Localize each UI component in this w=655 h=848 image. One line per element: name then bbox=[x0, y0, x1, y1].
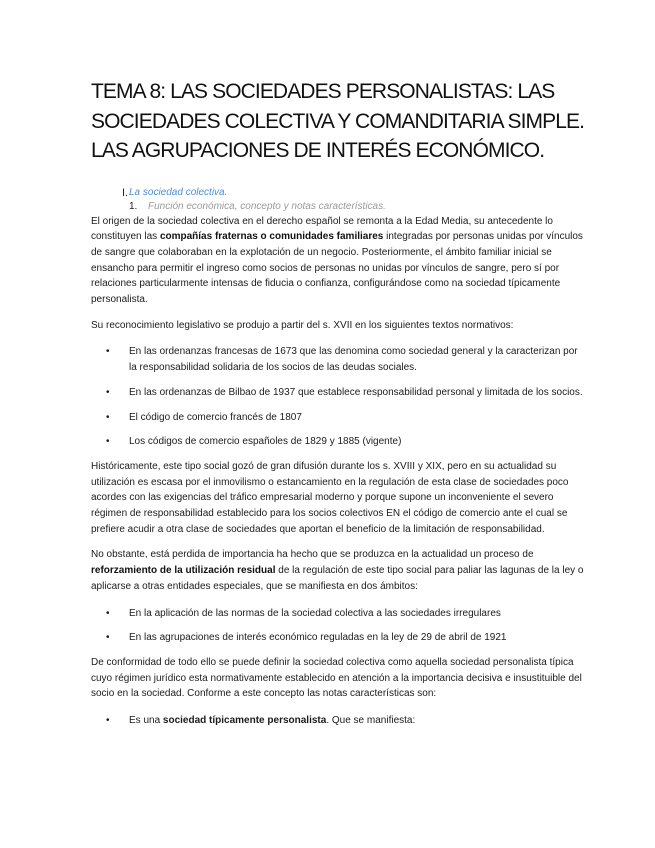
section-number: I. bbox=[122, 186, 129, 199]
paragraph-history: Históricamente, este tipo social gozó de gran difusión durante los s. XVIII y XIX, pero en su actualidad su utilización es escasa por el inmovilismo o estancamiento en la regulación de esta clase de sociedades poco acordes con las exigencias del tráfico empresarial moderno y porque supone un inconveniente el severo régimen de responsabilidad establecido para los socios colectivos EN el código de comercio ante el cual se prefiere acudir a otra clase de sociedades que aportan el beneficio de la limitación de responsabilidad. bbox=[91, 460, 569, 535]
list-item: • El código de comercio francés de 1807 bbox=[91, 410, 587, 426]
bullet-icon: • bbox=[106, 386, 110, 398]
paragraph-text: integradas por personas unidas por vínculos de sangre que colaboraban en la explotación de un negocio. Posteriormente, el ámbito familiar inicial se ensancho para permitir el ingreso como socios de personas no unidas por vínculos de sangre, pero sí por relaciones particularmente intensas de fiducia o confianza, configurándose como na sociedad típicamente personalista. bbox=[91, 231, 583, 306]
paragraph-origin bbox=[91, 214, 587, 308]
subsection-title: Función económica, concepto y notas características. bbox=[148, 200, 386, 212]
list-item: • Los códigos de comercio españoles de 1829 y 1885 (vigente) bbox=[91, 434, 587, 450]
list-item: • En la aplicación de las normas de la sociedad colectiva a las sociedades irregulares bbox=[91, 606, 587, 622]
legislation-list bbox=[91, 344, 587, 450]
bullet-icon: • bbox=[106, 607, 110, 619]
section-heading-1 bbox=[91, 186, 587, 200]
paragraph-text: No obstante, está perdida de importancia ha hecho que se produzca en la actualidad un proceso de bbox=[91, 549, 534, 561]
list-item: • Es una sociedad típicamente personalista. Que se manifiesta: bbox=[91, 713, 587, 729]
paragraph-text: de la regulación de este tipo social para paliar las lagunas de la ley o aplicarse a otras entidades especiales, que se manifiesta en dos ámbitos: bbox=[91, 565, 584, 592]
document-title: TEMA 8: LAS SOCIEDADES PERSONALISTAS: LAS SOCIEDADES COLECTIVA Y COMANDITARIA SIMPLE. LAS AGRUPACIONES DE INTERÉS ECONÓMICO. bbox=[91, 80, 585, 162]
bullet-icon: • bbox=[106, 411, 110, 423]
bullet-icon: • bbox=[106, 632, 110, 644]
section-title: La sociedad colectiva. bbox=[129, 186, 228, 198]
paragraph-definition: De conformidad de todo ello se puede definir la sociedad colectiva como aquella sociedad personalista típica cuyo régimen jurídico esta normativamente establecido en atención a la importancia decisiva e insustituible del socio en la sociedad. Conforme a este concepto las notas características son: bbox=[91, 656, 582, 700]
scope-list bbox=[91, 606, 587, 646]
list-item: • En las ordenanzas de Bilbao de 1937 que establece responsabilidad personal y limitada de los socios. bbox=[91, 385, 587, 401]
bullet-icon: • bbox=[106, 715, 110, 727]
bold-term: sociedad típicamente personalista bbox=[162, 715, 327, 727]
bullet-icon: • bbox=[106, 436, 110, 448]
list-item: • En las agrupaciones de interés económico reguladas en la ley de 29 de abril de 1921 bbox=[91, 630, 587, 646]
bullet-icon: • bbox=[106, 346, 110, 358]
characteristics-list bbox=[91, 713, 587, 729]
bold-term: compañías fraternas o comunidades familiares bbox=[159, 231, 384, 243]
paragraph-residual-use bbox=[91, 547, 587, 594]
paragraph-legislation: Su reconocimiento legislativo se produjo a partir del s. XVII en los siguientes textos normativos: bbox=[91, 319, 514, 331]
subsection-heading bbox=[91, 200, 587, 214]
paragraph-text: El origen de la sociedad colectiva en el derecho español se remonta a la Edad Media, su antecedente lo constituyen las bbox=[91, 215, 553, 243]
bold-term: reforzamiento de la utilización residual bbox=[91, 565, 276, 577]
subsection-number: 1. bbox=[129, 200, 138, 212]
list-item: • En las ordenanzas francesas de 1673 que las denomina como sociedad general y la caracterizan por la responsabilidad solidaria de los socios de las deudas sociales. bbox=[106, 346, 578, 374]
